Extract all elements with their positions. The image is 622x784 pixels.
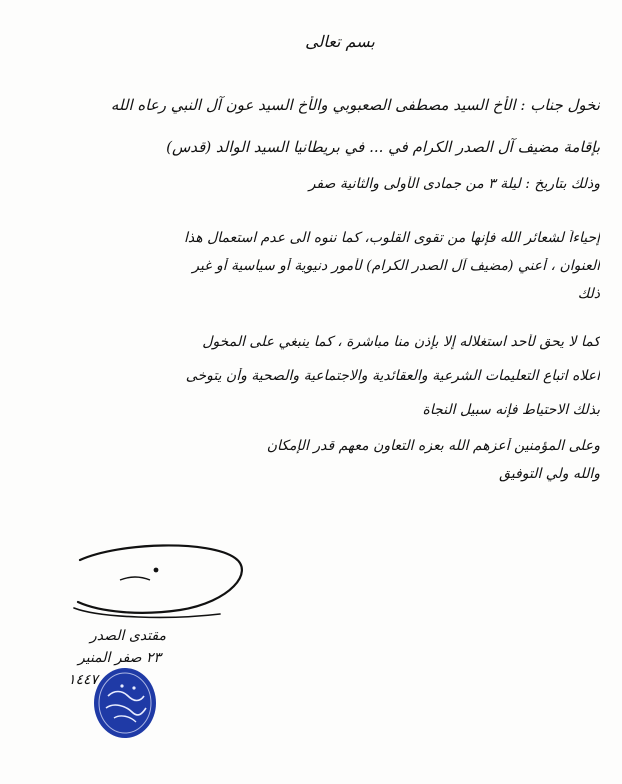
letter-line-10: وعلى المؤمنين أعزهم الله بعزه التعاون معهم قدر الإمكان: [266, 438, 600, 454]
signatory-name: مقتدى الصدر: [90, 628, 166, 644]
letter-line-8: اعلاه اتباع التعليمات الشرعية والعقائدية والاجتماعية والصحية وأن يتوخى: [185, 368, 600, 384]
seal-icon: [92, 666, 158, 740]
signature-icon: [60, 540, 280, 630]
letter-header: بسم تعالى: [305, 32, 375, 51]
letter-line-2: بإقامة مضيف آل الصدر الكرام في ... في بريطانيا السيد الوالد (قدس): [166, 138, 600, 156]
letter-line-1: نخول جناب : الأخ السيد مصطفى الصعبوبي والأخ السيد عون آل النبي رعاه الله: [110, 96, 600, 114]
signature-date: ٢٣ صفر المنير: [78, 650, 162, 666]
letter-line-11: والله ولي التوفيق: [499, 466, 600, 482]
letter-line-5: العنوان ، أعني (مضيف آل الصدر الكرام) لأمور دنيوية أو سياسية أو غير: [192, 258, 600, 274]
letter-line-4: إحياءاً لشعائر الله فإنها من تقوى القلوب، كما ننوه الى عدم استعمال هذا: [184, 230, 600, 246]
letter-line-3: وذلك بتاريخ : ليلة ٣ من جمادى الأولى والثانية صفر: [308, 176, 600, 192]
letter-line-9: بذلك الاحتياط فإنه سبيل النجاة: [422, 402, 600, 418]
letter-line-6: ذلك: [577, 286, 600, 302]
signature-year: ١٤٤٧: [68, 672, 99, 688]
letter-line-7: كما لا يحق لأحد استغلاله إلا بإذن منا مباشرة ، كما ينبغي على المخول: [202, 334, 600, 350]
